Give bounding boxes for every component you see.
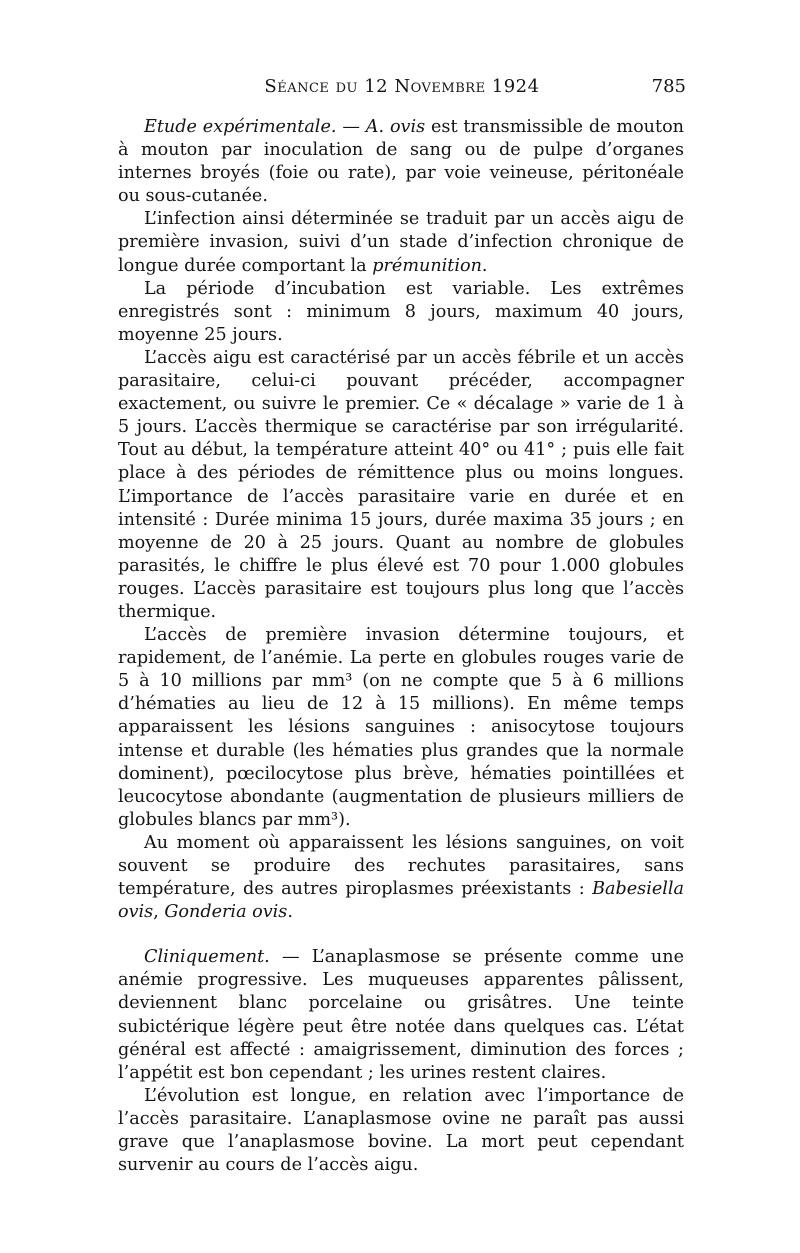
species-babesiella: Babesiella ovis bbox=[118, 879, 684, 923]
paragraph-experimental-study bbox=[118, 116, 684, 208]
paragraph-incubation: La période d’incubation est variable. Les extrêmes enregistrés sont : minimum 8 jours, maximum 40 jours, moyenne 25 jours. bbox=[118, 278, 684, 345]
paragraph-text: L’anaplasmose se présente comme une anémie progressive. Les muqueuses apparentes pâlissent, deviennent blanc porcelaine ou grisâtres. Une teinte subictérique légère peut être notée dans quelques cas. L’état général est affecté : amaigrissement, diminution des forces ; l’appétit est bon cependant ; les urines restent claires. bbox=[118, 947, 685, 1083]
paragraph-evolution: L’évolution est longue, en relation avec l’importance de l’accès parasitaire. L’anaplasmose ovine ne paraît pas aussi grave que l’anaplasmose bovine. La mort peut cependant survenir au cours de l’accès aigu. bbox=[118, 1085, 684, 1176]
term-premunition: prémunition bbox=[372, 255, 482, 276]
section-title-experimental: Etude expérimentale. bbox=[144, 117, 337, 137]
paragraph-relapses bbox=[118, 832, 684, 924]
paragraph-text: Au moment où apparaissent les lésions sanguines, on voit souvent se produire des rechutes parasitaires, sans température, des autres piroplasmes préexistants : bbox=[118, 832, 684, 900]
title-dash: — bbox=[336, 117, 366, 137]
body-text bbox=[118, 116, 684, 1177]
running-title: Séance du 12 Novembre 1924 bbox=[264, 76, 540, 97]
paragraph-text: est transmissible de mouton à mouton par inoculation de sang ou de pulpe d’organes internes broyés (foie ou rate), par voie veineuse, péritonéale ou sous-cutanée. bbox=[118, 117, 684, 207]
running-header bbox=[118, 74, 686, 102]
species-gonderia: Gonderia ovis bbox=[164, 902, 288, 923]
species-separator: , bbox=[153, 902, 165, 923]
title-dash: — bbox=[269, 947, 312, 968]
paragraph-end: . bbox=[481, 255, 488, 276]
paragraph-acute-phase: L’accès aigu est caractérisé par un accès fébrile et un accès parasitaire, celui-ci pouvant précéder, accompagner exactement, ou suivre le premier. Ce « décalage » varie de 1 à 5 jours. L’accès thermique se caractérise par son irrégularité. Tout au début, la température atteint 40° ou 41° ; puis elle fait place à des périodes de rémittence plus ou moins longues. L’importance de l’accès parasitaire varie en durée et en intensité : Durée minima 15 jours, durée maxima 35 jours ; en moyenne de 20 à 25 jours. Quant au nombre de globules parasités, le chiffre le plus élevé est 70 pour 1.000 globules rouges. L’accès parasitaire est toujours plus long que l’accès thermique. bbox=[118, 347, 684, 622]
species-name: A. ovis bbox=[365, 117, 426, 137]
paragraph-infection bbox=[118, 208, 684, 277]
section-title-clinical: Cliniquement. bbox=[144, 947, 270, 968]
paragraph-end: . bbox=[287, 902, 293, 923]
paragraph-anemia: L’accès de première invasion détermine toujours, et rapidement, de l’anémie. La perte en globules rouges varie de 5 à 10 millions par mm³ (on ne compte que 5 à 6 millions d’hématies au lieu de 12 à 15 millions). En même temps apparaissent les lésions sanguines : anisocytose toujours intense et durable (les hématies plus grandes que la normale dominent), pœcilocytose plus brève, hématies pointillées et leucocytose abondante (augmentation de plusieurs milliers de globules blancs par mm³). bbox=[118, 625, 684, 830]
paragraph-text: L’infection ainsi déterminée se traduit par un accès aigu de première invasion, suivi d’un stade d’infection chronique de longue durée comportant la bbox=[118, 209, 684, 276]
section-gap bbox=[118, 924, 684, 946]
page-number: 785 bbox=[651, 76, 686, 97]
paragraph-clinical bbox=[118, 946, 684, 1085]
